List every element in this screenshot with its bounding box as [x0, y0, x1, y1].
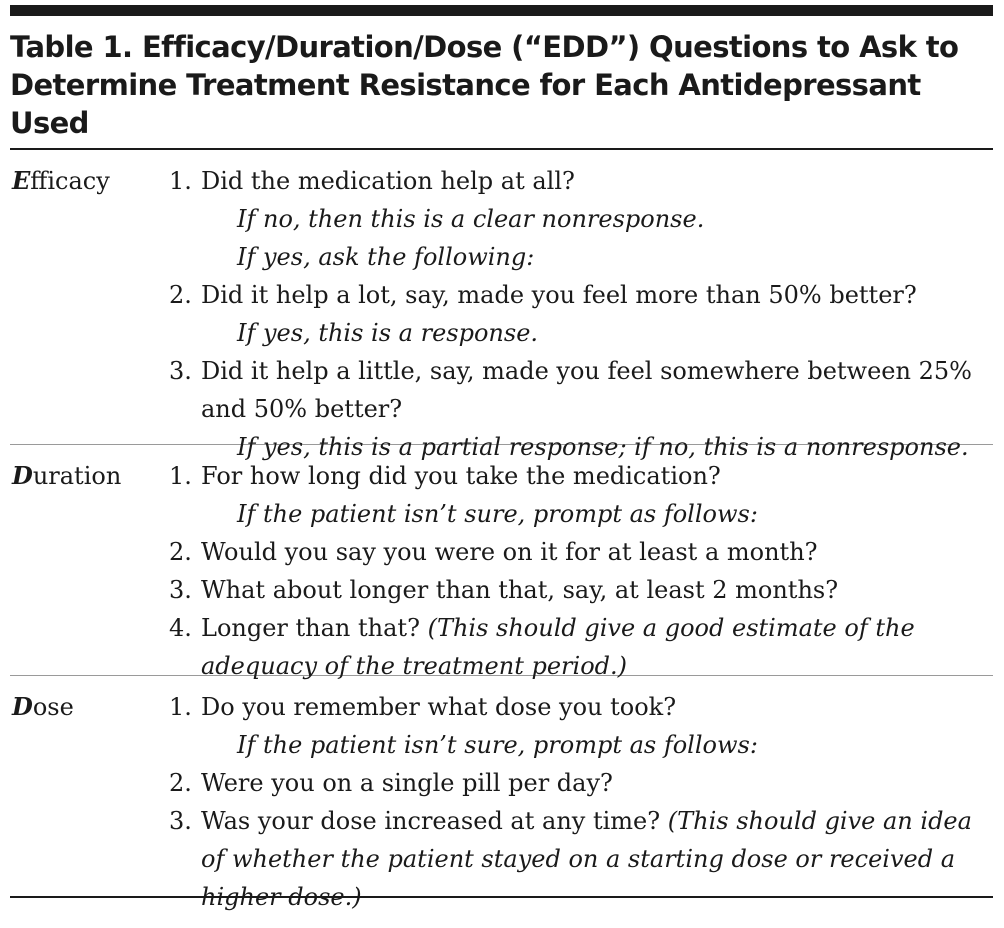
question-text: Did the medication help at all? [201, 167, 575, 195]
table-title: Table 1. Efficacy/Duration/Dose (“EDD”) Questions to Ask to Determine Treatment Resistance for Each Antidepressant Used [10, 30, 959, 140]
question-aside: (This should give an idea of whether the patient stayed on a starting dose or received a higher dose.) [201, 807, 972, 911]
question [169, 688, 993, 726]
instruction-note: If yes, ask the following: [237, 243, 535, 271]
section-content [169, 688, 993, 911]
instruction-note: If the patient isn’t sure, prompt as follows: [237, 500, 758, 528]
question [169, 533, 993, 571]
section-duration [10, 445, 993, 680]
question-text: Did it help a little, say, made you feel somewhere between 25% and 50% better? [201, 357, 972, 423]
instruction-note: If yes, this is a partial response; if no, this is a nonresponse. [237, 433, 969, 461]
question-text: Do you remember what dose you took? [201, 693, 677, 721]
section-content [169, 162, 993, 461]
section-label [10, 457, 169, 675]
edd-table [10, 0, 993, 911]
question-text: What about longer than that, say, at least 2 months? [201, 576, 839, 604]
question-number: 1. [169, 462, 192, 490]
question [169, 764, 993, 802]
section-label-rest: uration [32, 462, 122, 490]
section-label-initial: D [12, 461, 33, 490]
question-number: 2. [169, 769, 192, 797]
question [169, 609, 993, 685]
question-text: Was your dose increased at any time? [201, 807, 661, 835]
question-number: 3. [169, 807, 192, 835]
section-label [10, 688, 169, 894]
question [169, 276, 993, 314]
question-number: 2. [169, 538, 192, 566]
question-text-wrapper [201, 609, 993, 685]
top-rule [10, 5, 993, 16]
question-text: Longer than that? [201, 614, 420, 642]
section-efficacy [10, 150, 993, 461]
section-label [10, 162, 169, 444]
question-number: 1. [169, 167, 192, 195]
instruction-note: If the patient isn’t sure, prompt as follows: [237, 731, 758, 759]
question-number: 3. [169, 357, 192, 385]
question-text-wrapper [201, 802, 993, 916]
section-content [169, 457, 993, 680]
section-label-initial: E [12, 166, 31, 195]
question-text: For how long did you take the medication? [201, 462, 721, 490]
question [169, 802, 993, 916]
question-text: Were you on a single pill per day? [201, 769, 613, 797]
question [169, 457, 993, 495]
section-dose [10, 676, 993, 911]
question-number: 3. [169, 576, 192, 604]
question-number: 4. [169, 614, 192, 642]
instruction-note: If yes, this is a response. [237, 319, 539, 347]
question-number: 2. [169, 281, 192, 309]
section-label-rest: ose [32, 693, 74, 721]
instruction-note: If no, then this is a clear nonresponse. [237, 205, 705, 233]
question [169, 352, 993, 428]
question-aside: (This should give a good estimate of the adequacy of the treatment period.) [201, 614, 915, 680]
section-label-rest: fficacy [30, 167, 110, 195]
question-text: Did it help a lot, say, made you feel more than 50% better? [201, 281, 917, 309]
question [169, 571, 993, 609]
question-number: 1. [169, 693, 192, 721]
question-text: Would you say you were on it for at least a month? [201, 538, 818, 566]
section-label-initial: D [12, 692, 33, 721]
question [169, 162, 993, 200]
